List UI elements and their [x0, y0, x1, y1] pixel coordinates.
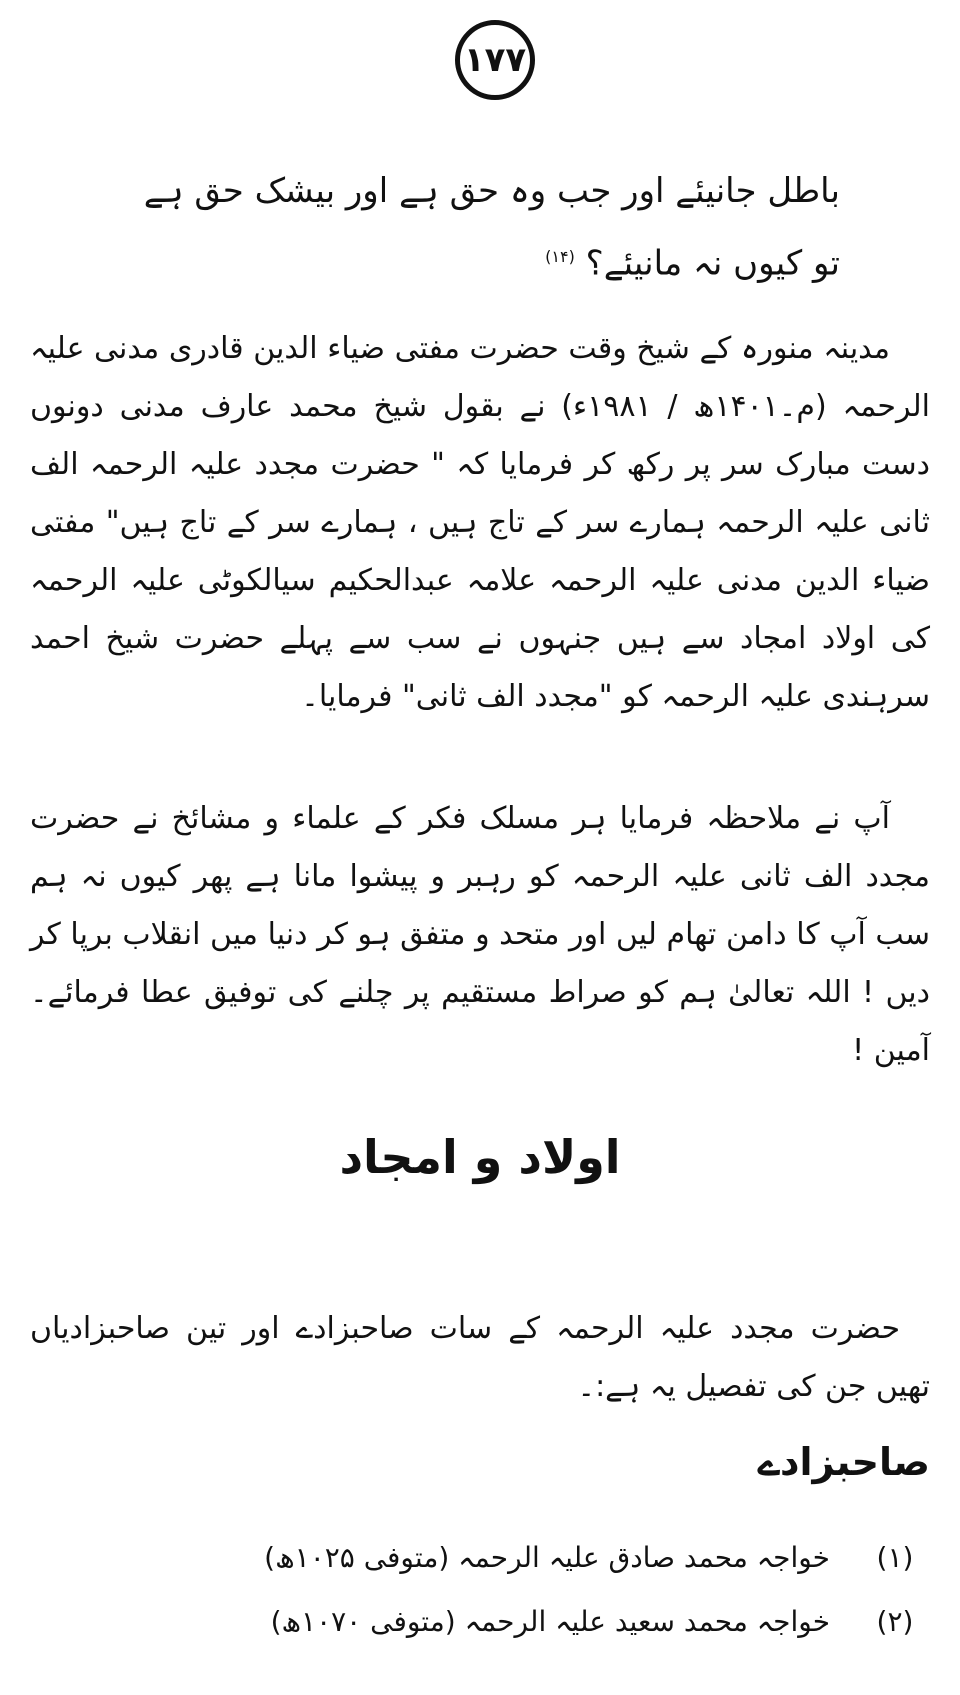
- opening-quote: [120, 158, 840, 296]
- page-number-badge: ۱۷۷: [455, 20, 535, 100]
- quote-footnote-ref: (۱۴): [545, 247, 575, 266]
- list-item-number: (۲): [876, 1604, 914, 1638]
- paragraph-mufti-ziauddin: مدینہ منورہ کے شیخ وقت حضرت مفتی ضیاء الدین قادری مدنی علیہ الرحمہ (م۔۱۴۰۱ھ / ۱۹۸۱ء) نے بقول شیخ محمد عارف مدنی دونوں دست مبارک سر پر رکھ کر فرمایا کہ " حضرت مجدد علیہ الرحمہ الف ثانی علیہ الرحمہ ہمارے سر کے تاج ہیں ، ہمارے سر کے تاج ہیں" مفتی ضیاء الدین مدنی علیہ الرحمہ علامہ عبدالحکیم سیالکوٹی علیہ الرحمہ کی اولاد امجاد سے ہیں جنہوں نے سب سے پہلے حضرت شیخ احمد سرہندی علیہ الرحمہ کو "مجدد الف ثانی" فرمایا۔: [30, 331, 930, 714]
- section-heading: اولاد و امجاد: [339, 1130, 621, 1184]
- list-item: [30, 1525, 930, 1589]
- list-item-number: (۱): [876, 1540, 914, 1574]
- sons-subheading: صاحبزادے: [757, 1440, 930, 1484]
- list-item-text: خواجہ محمد صادق علیہ الرحمہ (متوفی ۱۰۲۵ھ): [264, 1540, 830, 1574]
- list-item: [30, 1589, 930, 1653]
- sons-list: [30, 1525, 930, 1653]
- paragraph-closing-prayer: آپ نے ملاحظہ فرمایا ہر مسلک فکر کے علماء و مشائخ نے حضرت مجدد الف ثانی علیہ الرحمہ کو رہبر و پیشوا مانا ہے پھر کیوں نہ ہم سب آپ کا دامن تھام لیں اور متحد و متفق ہو کر دنیا میں انقلاب برپا کر دیں ! اللہ تعالیٰ ہم کو صراط مستقیم پر چلنے کی توفیق عطا فرمائے۔ آمین !: [30, 801, 930, 1068]
- quote-text: باطل جانیئے اور جب وہ حق ہے اور بیشک حق ہے تو کیوں نہ مانیئے؟: [143, 171, 840, 284]
- children-intro: حضرت مجدد علیہ الرحمہ کے سات صاحبزادے اور تین صاحبزادیاں تھیں جن کی تفصیل یہ ہے:۔: [30, 1311, 930, 1404]
- list-item-text: خواجہ محمد سعید علیہ الرحمہ (متوفی ۱۰۷۰ھ): [270, 1604, 830, 1638]
